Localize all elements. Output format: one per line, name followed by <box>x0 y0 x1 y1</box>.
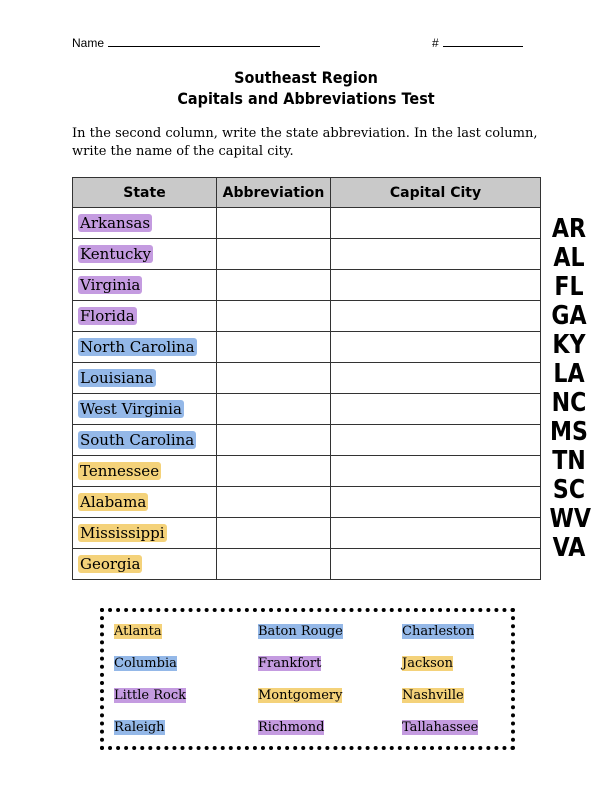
state-cell <box>73 239 217 270</box>
header-capital-city: Capital City <box>331 178 541 208</box>
capital-answer-cell[interactable] <box>331 332 541 363</box>
state-name: Florida <box>80 306 135 325</box>
abbreviation-item: NC <box>551 388 587 418</box>
state-cell <box>73 208 217 239</box>
capital-answer-cell[interactable] <box>331 270 541 301</box>
state-cell <box>73 456 217 487</box>
abbreviation-item: WV <box>549 504 591 534</box>
state-name: North Carolina <box>80 337 195 356</box>
page-title: Southeast Region <box>234 68 378 87</box>
state-cell <box>73 270 217 301</box>
state-name: Alabama <box>80 492 147 511</box>
state-cell <box>73 518 217 549</box>
capital-word: Jackson <box>402 656 453 671</box>
table-row <box>73 394 541 425</box>
capital-answer-cell[interactable] <box>331 518 541 549</box>
capital-word: Little Rock <box>114 688 186 703</box>
table-row <box>73 487 541 518</box>
abbreviation-item: KY <box>552 330 586 360</box>
name-field[interactable] <box>72 35 320 50</box>
abbreviation-answer-cell[interactable] <box>217 363 331 394</box>
capital-word: Richmond <box>258 720 325 735</box>
table-row <box>73 301 541 332</box>
capital-answer-cell[interactable] <box>331 456 541 487</box>
number-line[interactable] <box>443 35 523 47</box>
abbreviation-item: AL <box>553 243 585 273</box>
table-header-row <box>73 178 541 208</box>
state-cell <box>73 301 217 332</box>
capital-word: Montgomery <box>258 688 343 703</box>
header-abbreviation: Abbreviation <box>217 178 331 208</box>
capital-answer-cell[interactable] <box>331 363 541 394</box>
name-label: Name <box>72 36 105 50</box>
table-row <box>73 208 541 239</box>
table-row <box>73 456 541 487</box>
capital-word: Columbia <box>114 656 177 671</box>
state-table <box>72 177 541 580</box>
abbreviation-answer-cell[interactable] <box>217 456 331 487</box>
abbreviation-item: LA <box>553 359 585 389</box>
abbreviation-item: VA <box>552 533 586 563</box>
abbreviation-answer-cell[interactable] <box>217 549 331 580</box>
state-name: West Virginia <box>80 399 182 418</box>
abbreviation-answer-cell[interactable] <box>217 208 331 239</box>
capital-answer-cell[interactable] <box>331 208 541 239</box>
capitals-word-bank <box>100 608 515 750</box>
capital-answer-cell[interactable] <box>331 425 541 456</box>
capital-answer-cell[interactable] <box>331 487 541 518</box>
capital-word: Atlanta <box>114 624 162 639</box>
table-row <box>73 363 541 394</box>
capital-answer-cell[interactable] <box>331 239 541 270</box>
abbreviation-item: GA <box>551 301 587 331</box>
state-cell <box>73 425 217 456</box>
state-name: South Carolina <box>80 430 195 449</box>
capital-answer-cell[interactable] <box>331 394 541 425</box>
abbreviation-item: FL <box>554 272 584 302</box>
capital-word: Nashville <box>402 688 464 703</box>
state-name: Louisiana <box>80 368 154 387</box>
abbreviation-answer-cell[interactable] <box>217 425 331 456</box>
abbreviation-item: AR <box>551 214 587 244</box>
abbreviation-answer-cell[interactable] <box>217 239 331 270</box>
table-row <box>73 549 541 580</box>
capital-answer-cell[interactable] <box>331 549 541 580</box>
table-row <box>73 239 541 270</box>
state-cell <box>73 332 217 363</box>
name-line[interactable] <box>108 35 320 47</box>
state-name: Kentucky <box>80 244 151 263</box>
state-name: Georgia <box>80 554 141 573</box>
abbreviation-answer-cell[interactable] <box>217 270 331 301</box>
state-cell <box>73 394 217 425</box>
state-name: Tennessee <box>80 461 160 480</box>
capital-answer-cell[interactable] <box>331 301 541 332</box>
table-row <box>73 425 541 456</box>
table-body <box>73 208 541 580</box>
abbreviation-answer-cell[interactable] <box>217 332 331 363</box>
abbreviation-list <box>546 215 592 563</box>
abbreviation-answer-cell[interactable] <box>217 518 331 549</box>
abbreviation-item: TN <box>552 446 586 476</box>
capital-word: Baton Rouge <box>258 624 343 639</box>
number-label: # <box>432 36 439 50</box>
number-field[interactable] <box>432 35 523 50</box>
abbreviation-answer-cell[interactable] <box>217 301 331 332</box>
instructions: In the second column, write the state abbreviation. In the last column, write the name of the capital city. <box>72 126 538 159</box>
state-name: Arkansas <box>80 213 151 232</box>
capital-word: Frankfort <box>258 656 322 671</box>
capital-word: Charleston <box>402 624 475 639</box>
table-row <box>73 332 541 363</box>
abbreviation-answer-cell[interactable] <box>217 487 331 518</box>
table-row <box>73 270 541 301</box>
capital-word: Tallahassee <box>402 720 479 735</box>
state-name: Mississippi <box>80 523 165 542</box>
header-state: State <box>73 178 217 208</box>
state-cell <box>73 549 217 580</box>
state-cell <box>73 487 217 518</box>
table-row <box>73 518 541 549</box>
abbreviation-answer-cell[interactable] <box>217 394 331 425</box>
page-subtitle: Capitals and Abbreviations Test <box>177 89 435 108</box>
state-name: Virginia <box>80 275 141 294</box>
abbreviation-item: SC <box>552 475 586 505</box>
state-cell <box>73 363 217 394</box>
capital-word: Raleigh <box>114 720 165 735</box>
abbreviation-item: MS <box>550 417 588 447</box>
